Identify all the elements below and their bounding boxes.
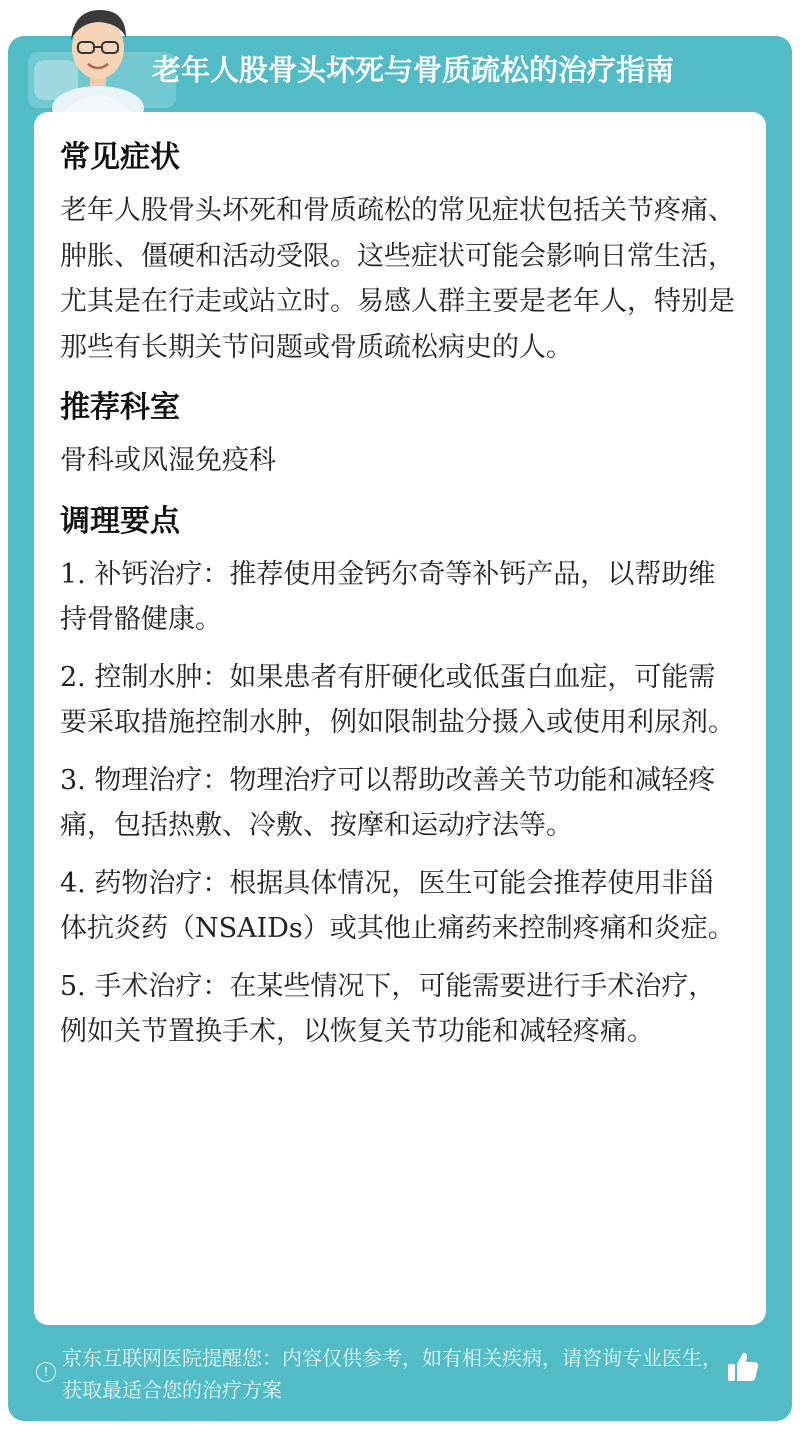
care-item: 3. 物理治疗：物理治疗可以帮助改善关节功能和减轻疼痛，包括热敷、冷敷、按摩和运动疗法等。 — [60, 764, 716, 841]
section-title-department: 推荐科室 — [60, 390, 180, 425]
department-text: 骨科或风湿免疫科 — [60, 445, 276, 476]
doctor-avatar — [44, 0, 152, 112]
content-card — [34, 112, 766, 1325]
symptoms-text: 老年人股骨头坏死和骨质疏松的常见症状包括关节疼痛、肿胀、僵硬和活动受限。这些症状可能会影响日常生活，尤其是在行走或站立时。易感人群主要是老年人，特别是那些有长期关节问题或骨质疏松病史的人。 — [60, 195, 735, 363]
footer-notice — [36, 1342, 776, 1406]
care-item: 4. 药物治疗：根据具体情况，医生可能会推荐使用非甾体抗炎药（NSAIDs）或其他止痛药来控制疼痛和炎症。 — [60, 867, 735, 944]
care-item: 1. 补钙治疗：推荐使用金钙尔奇等补钙产品，以帮助维持骨骼健康。 — [60, 558, 716, 635]
care-item: 5. 手术治疗：在某些情况下，可能需要进行手术治疗，例如关节置换手术，以恢复关节功能和减轻疼痛。 — [60, 970, 716, 1047]
section-title-care: 调理要点 — [60, 503, 180, 539]
disclaimer-text: 京东互联网医院提醒您：内容仅供参考，如有相关疾病，请咨询专业医生，获取最适合您的治疗方案 — [62, 1346, 722, 1402]
section-title-symptoms: 常见症状 — [60, 140, 180, 175]
page-title: 老年人股骨头坏死与骨质疏松的治疗指南 — [152, 53, 675, 87]
info-icon: ! — [36, 1362, 56, 1382]
thumbs-up-icon[interactable] — [726, 1350, 760, 1384]
content-body — [60, 136, 736, 1067]
care-item: 2. 控制水肿：如果患者有肝硬化或低蛋白血症，可能需要采取措施控制水肿，例如限制盐分摄入或使用利尿剂。 — [60, 661, 735, 738]
